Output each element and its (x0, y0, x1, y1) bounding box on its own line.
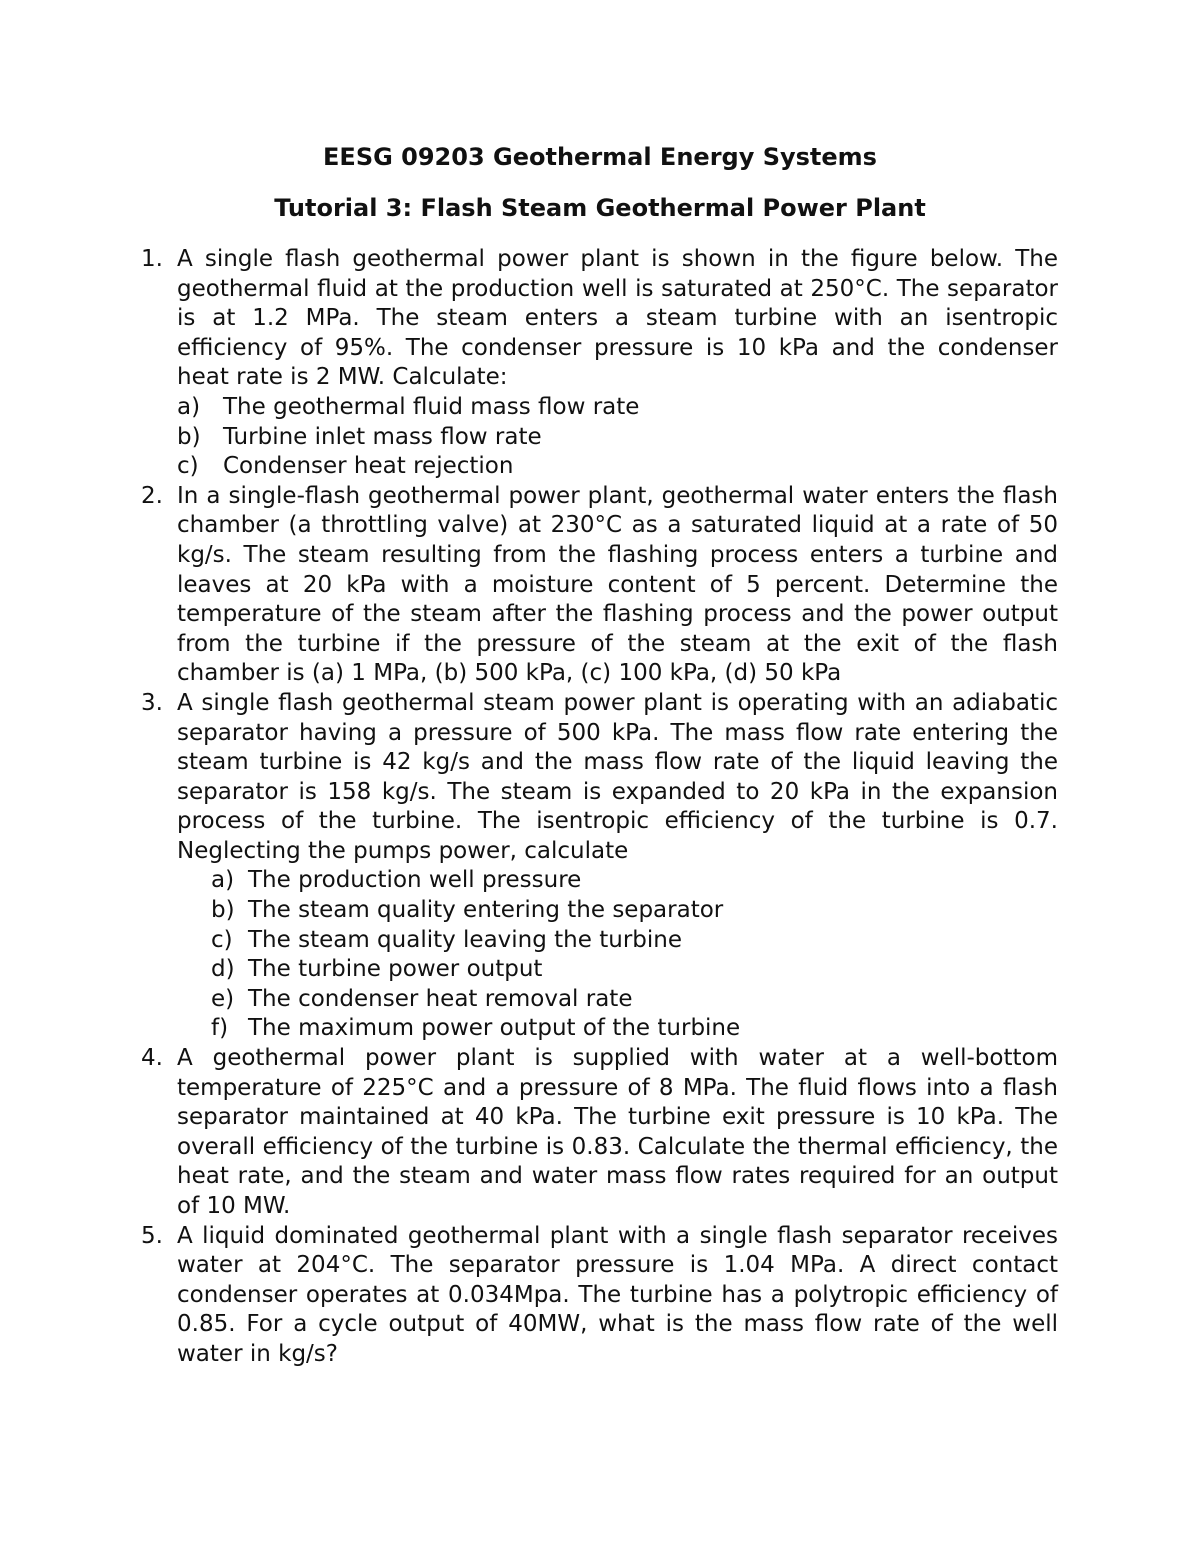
question-3-parts (177, 866, 1058, 1044)
part-text: Condenser heat rejection (223, 453, 514, 480)
question-3 (141, 689, 1058, 1044)
question-number: 4. (141, 1045, 163, 1072)
question-part (177, 985, 1058, 1015)
question-5 (141, 1222, 1058, 1370)
question-2 (141, 482, 1058, 689)
part-text: The condenser heat removal rate (248, 985, 633, 1012)
part-text: Turbine inlet mass flow rate (223, 423, 542, 450)
question-text: In a single-flash geothermal power plant, geothermal water enters the flash chamber (a throttling valve) at 230°C as a saturated liquid at a rate of 50 kg/s. The steam resulting from the flashing process enters a turbine and leaves at 20 kPa with a moisture content of 5 percent. Determine the temperature of the steam after the flashing process and the power output from the turbine if the pressure of the steam at the exit of the flash chamber is (a) 1 MPa, (b) 500 kPa, (c) 100 kPa, (d) 50 kPa (177, 482, 1058, 687)
part-text: The production well pressure (248, 867, 582, 894)
question-part (177, 955, 1058, 985)
question-1 (141, 245, 1058, 482)
part-label: b) (211, 897, 235, 924)
question-list (141, 245, 1058, 1370)
question-number: 1. (141, 246, 163, 272)
question-number: 3. (141, 689, 163, 716)
course-title: EESG 09203 Geothermal Energy Systems (323, 143, 877, 171)
question-part (177, 423, 1058, 453)
question-part (177, 926, 1058, 956)
tutorial-title: Tutorial 3: Flash Steam Geothermal Power Plant (274, 194, 926, 222)
question-text: A geothermal power plant is supplied with water at a well-bottom temperature of 225°C and a pressure of 8 MPa. The fluid flows into a flash separator maintained at 40 kPa. The turbine exit pressure is 10 kPa. The overall efficiency of the turbine is 0.83. Calculate the thermal efficiency, the heat rate, and the steam and water mass flow rates required for an output of 10 MW. (177, 1045, 1058, 1219)
question-text: A liquid dominated geothermal plant with a single flash separator receives water at 204°C. The separator pressure is 1.04 MPa. A direct contact condenser operates at 0.034Mpa. The turbine has a polytropic efficiency of 0.85. For a cycle output of 40MW, what is the mass flow rate of the well water in kg/s? (177, 1222, 1058, 1367)
part-label: e) (211, 985, 235, 1012)
part-text: The steam quality entering the separator (248, 897, 724, 924)
question-4 (141, 1044, 1058, 1222)
part-label: a) (177, 393, 201, 420)
question-text: A single flash geothermal steam power plant is operating with an adiabatic separator having a pressure of 500 kPa. The mass flow rate entering the steam turbine is 42 kg/s and the mass flow rate of the liquid leaving the separator is 158 kg/s. The steam is expanded to 20 kPa in the expansion process of the turbine. The isentropic efficiency of the turbine is 0.7. Neglecting the pumps power, calculate (177, 689, 1058, 864)
question-part (177, 393, 1058, 423)
question-1-parts (177, 393, 1058, 482)
question-part (177, 1014, 1058, 1044)
question-number: 5. (141, 1222, 163, 1249)
question-number: 2. (141, 482, 163, 509)
part-text: The turbine power output (248, 956, 543, 983)
question-text: A single flash geothermal power plant is shown in the figure below. The geothermal fluid at the production well is saturated at 250°C. The separator is at 1.2 MPa. The steam enters a steam turbine with an isentropic efficiency of 95%. The condenser pressure is 10 kPa and the condenser heat rate is 2 MW. Calculate: (177, 246, 1058, 391)
part-label: a) (211, 867, 235, 894)
part-label: b) (177, 423, 201, 450)
part-text: The maximum power output of the turbine (248, 1015, 741, 1042)
part-label: c) (177, 453, 199, 480)
part-label: d) (211, 956, 235, 983)
part-label: f) (211, 1015, 229, 1042)
question-part (177, 866, 1058, 896)
part-text: The geothermal fluid mass flow rate (223, 393, 640, 420)
part-text: The steam quality leaving the turbine (248, 926, 682, 953)
question-part (177, 452, 1058, 482)
part-label: c) (211, 926, 233, 953)
question-part (177, 896, 1058, 926)
